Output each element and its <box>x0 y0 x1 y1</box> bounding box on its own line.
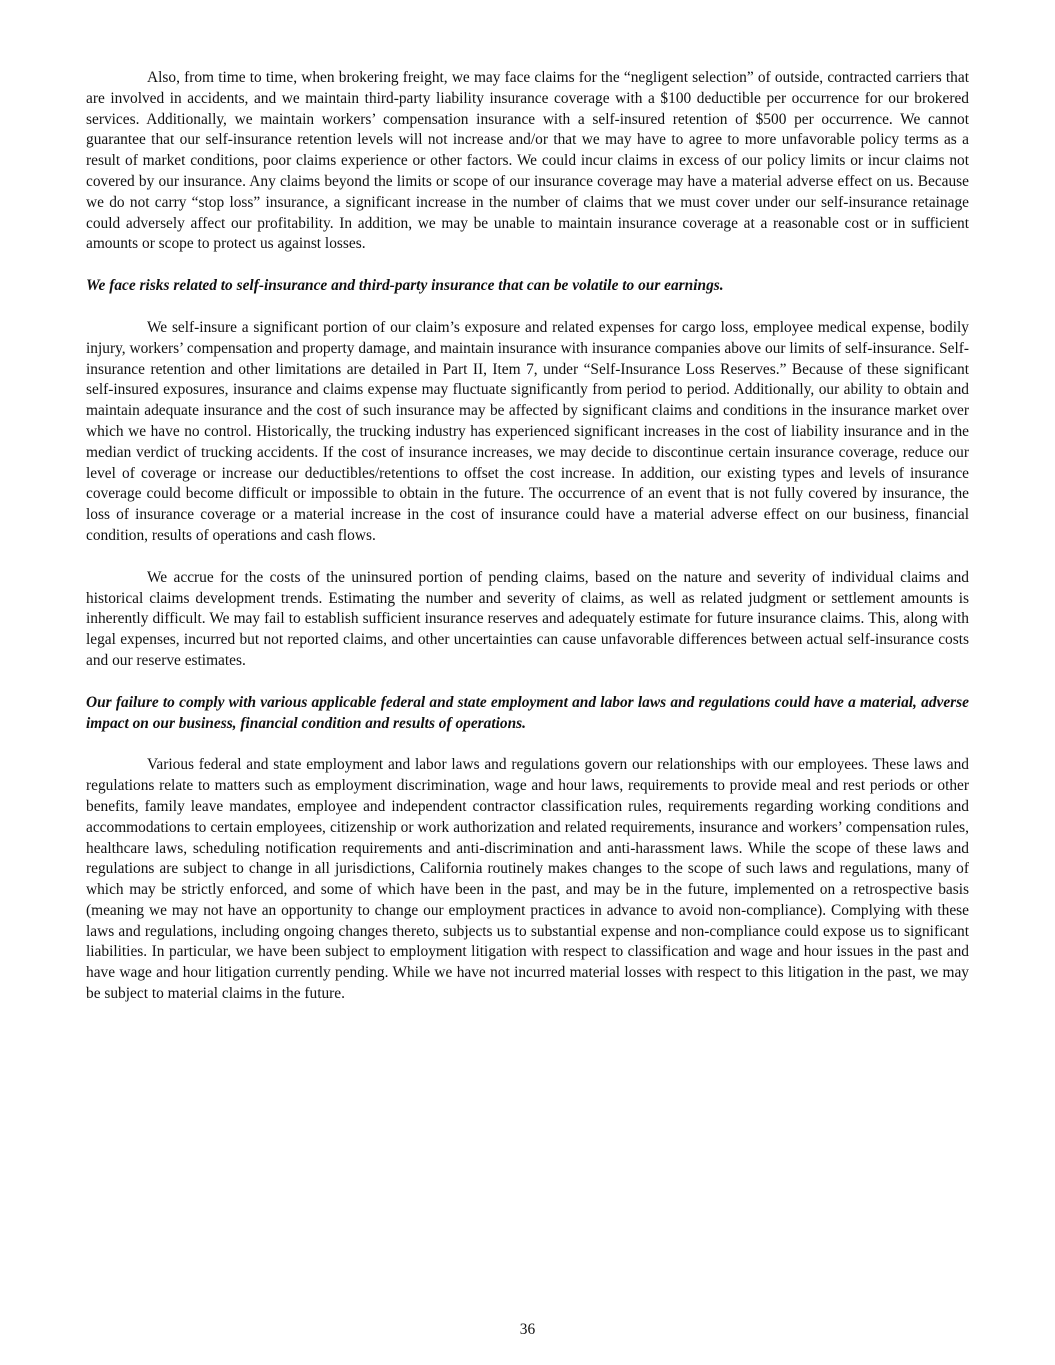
page-number: 36 <box>519 1321 536 1338</box>
document-page <box>86 68 969 1026</box>
paragraph-broker-liability: Also, from time to time, when brokering freight, we may face claims for the “negligent selection” of outside, contracted carriers that are involved in accidents, and we maintain third-party liability insurance coverage with a $100 deductible per occurrence for our brokered services. Additionally, we maintain workers’ compensation insurance with a self-insured retention of $500 per occurrence. We cannot guarantee that our self-insurance retention levels will not increase and/or that we may have to agree to more unfavorable policy terms as a result of market conditions, poor claims experience or other factors. We could incur claims in excess of our policy limits or incur claims not covered by our insurance. Any claims beyond the limits or scope of our insurance coverage may have a material adverse effect on us. Because we do not carry “stop loss” insurance, a significant increase in the number of claims that we must cover under our self-insurance retainage could adversely affect our profitability. In addition, we may be unable to maintain insurance coverage at a reasonable cost or in sufficient amounts or scope to protect us against losses. <box>86 69 969 253</box>
paragraph-accrue-costs: We accrue for the costs of the uninsured portion of pending claims, based on the nature and severity of individual claims and historical claims development trends. Estimating the number and severity of claims, as well as related judgment or settlement amounts is inherently difficult. We may fail to establish sufficient insurance reserves and adequately estimate for future insurance claims. This, along with legal expenses, incurred but not reported claims, and other uncertainties can cause unfavorable differences between actual self-insurance costs and our reserve estimates. <box>86 568 969 669</box>
heading-self-insurance-risk: We face risks related to self-insurance and third-party insurance that can be volatile to our earnings. <box>86 277 724 295</box>
paragraph-self-insure: We self-insure a significant portion of our claim’s exposure and related expenses for cargo loss, employee medical expense, bodily injury, workers’ compensation and property damage, and maintain insurance with insurance companies above our limits of self-insurance. Self-insurance retention and other limitations are detailed in Part II, Item 7, under “Self-Insurance Loss Reserves.” Because of these significant self-insured exposures, insurance and claims expense may fluctuate significantly from period to period. Additionally, our ability to obtain and maintain adequate insurance and the cost of such insurance may be affected by significant claims and conditions in the insurance market over which we have no control. Historically, the trucking industry has experienced significant increases in the cost of liability insurance and in the median verdict of trucking accidents. If the cost of insurance increases, we may decide to discontinue certain insurance coverage, reduce our level of coverage or increase our deductibles/retentions to offset the cost increase. In addition, our existing types and levels of insurance coverage could become difficult or impossible to obtain in the future. The occurrence of an event that is not fully covered by insurance, the loss of insurance coverage or a material increase in the cost of insurance could have a material adverse effect on our business, financial condition, results of operations and cash flows. <box>86 318 969 544</box>
paragraph-labor-laws: Various federal and state employment and labor laws and regulations govern our relationships with our employees. These laws and regulations relate to matters such as employment discrimination, wage and hour laws, requirements to provide meal and rest periods or other benefits, family leave mandates, employee and independent contractor classification rules, requirements regarding working conditions and accommodations to certain employees, citizenship or work authorization and related requirements, insurance and workers’ compensation rules, healthcare laws, scheduling notification requirements and anti-discrimination and anti-harassment laws. While the scope of these laws and regulations are subject to change in all jurisdictions, California routinely makes changes to the scope of such laws and regulations, many of which may be strictly enforced, and some of which have been in the past, and may be in the future, implemented on a retrospective basis (meaning we may not have an opportunity to change our employment practices in advance to avoid non-compliance). Complying with these laws and regulations, including ongoing changes thereto, subjects us to substantial expense and non-compliance could expose us to significant liabilities. In particular, we have been subject to employment litigation with respect to classification and wage and hour issues in the past and have wage and hour litigation currently pending. While we have not incurred material losses with respect to this litigation in the past, we may be subject to material claims in the future. <box>86 756 969 1003</box>
heading-labor-law-risk: Our failure to comply with various applicable federal and state employment and labor laws and regulations could have a material, adverse impact on our business, financial condition and results of operations. <box>86 693 969 732</box>
